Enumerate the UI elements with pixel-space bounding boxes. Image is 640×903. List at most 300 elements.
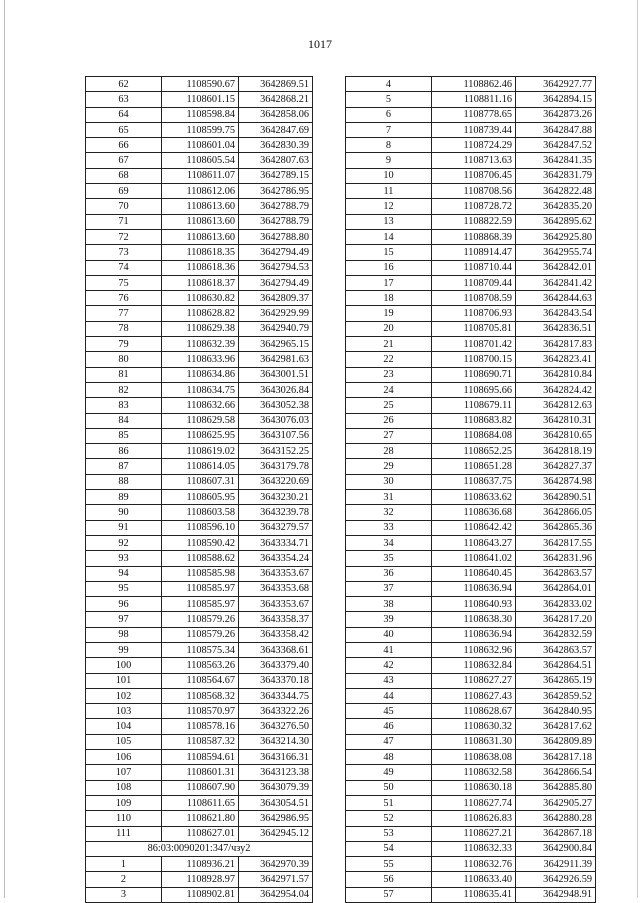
y-coordinate-cell: 3642867.18 bbox=[516, 826, 596, 841]
table-row bbox=[86, 719, 313, 734]
x-coordinate-cell: 1108636.94 bbox=[432, 581, 516, 596]
table-row bbox=[86, 795, 313, 810]
x-coordinate-cell: 1108618.36 bbox=[162, 260, 239, 275]
point-number-cell: 92 bbox=[86, 535, 162, 550]
x-coordinate-cell: 1108632.76 bbox=[432, 857, 516, 872]
x-coordinate-cell: 1108630.32 bbox=[432, 719, 516, 734]
y-coordinate-cell: 3642823.41 bbox=[516, 352, 596, 367]
table-row bbox=[86, 306, 313, 321]
table-row bbox=[346, 826, 596, 841]
point-number-cell: 56 bbox=[346, 872, 432, 887]
table-row bbox=[86, 658, 313, 673]
table-row bbox=[346, 520, 596, 535]
point-number-cell: 108 bbox=[86, 780, 162, 795]
x-coordinate-cell: 1108862.46 bbox=[432, 77, 516, 92]
y-coordinate-cell: 3642885.80 bbox=[516, 780, 596, 795]
table-row bbox=[86, 122, 313, 137]
y-coordinate-cell: 3642786.95 bbox=[239, 184, 313, 199]
point-number-cell: 13 bbox=[346, 214, 432, 229]
table-row bbox=[86, 520, 313, 535]
point-number-cell: 2 bbox=[86, 872, 162, 887]
point-number-cell: 6 bbox=[346, 107, 432, 122]
point-number-cell: 98 bbox=[86, 627, 162, 642]
x-coordinate-cell: 1108632.58 bbox=[432, 765, 516, 780]
x-coordinate-cell: 1108684.08 bbox=[432, 428, 516, 443]
point-number-cell: 16 bbox=[346, 260, 432, 275]
point-number-cell: 73 bbox=[86, 245, 162, 260]
y-coordinate-cell: 3642794.53 bbox=[239, 260, 313, 275]
table-row bbox=[346, 199, 596, 214]
x-coordinate-cell: 1108631.30 bbox=[432, 734, 516, 749]
y-coordinate-cell: 3642925.80 bbox=[516, 229, 596, 244]
table-row bbox=[86, 352, 313, 367]
y-coordinate-cell: 3642788.80 bbox=[239, 229, 313, 244]
y-coordinate-cell: 3642955.74 bbox=[516, 245, 596, 260]
point-number-cell: 51 bbox=[346, 795, 432, 810]
x-coordinate-cell: 1108633.62 bbox=[432, 490, 516, 505]
point-number-cell: 34 bbox=[346, 535, 432, 550]
y-coordinate-cell: 3643214.30 bbox=[239, 734, 313, 749]
x-coordinate-cell: 1108621.80 bbox=[162, 811, 239, 826]
x-coordinate-cell: 1108599.75 bbox=[162, 122, 239, 137]
table-row bbox=[86, 750, 313, 765]
table-row bbox=[86, 382, 313, 397]
table-row bbox=[346, 704, 596, 719]
table-row bbox=[346, 337, 596, 352]
table-row bbox=[346, 153, 596, 168]
table-row bbox=[346, 795, 596, 810]
x-coordinate-cell: 1108627.01 bbox=[162, 826, 239, 841]
table-row bbox=[86, 535, 313, 550]
y-coordinate-cell: 3642812.63 bbox=[516, 398, 596, 413]
table-row bbox=[346, 138, 596, 153]
y-coordinate-cell: 3642832.59 bbox=[516, 627, 596, 642]
table-row bbox=[86, 765, 313, 780]
point-number-cell: 36 bbox=[346, 566, 432, 581]
point-number-cell: 102 bbox=[86, 688, 162, 703]
point-number-cell: 64 bbox=[86, 107, 162, 122]
y-coordinate-cell: 3642880.28 bbox=[516, 811, 596, 826]
table-row bbox=[346, 627, 596, 642]
x-coordinate-cell: 1108633.96 bbox=[162, 352, 239, 367]
y-coordinate-cell: 3642905.27 bbox=[516, 795, 596, 810]
y-coordinate-cell: 3643334.71 bbox=[239, 535, 313, 550]
y-coordinate-cell: 3642895.62 bbox=[516, 214, 596, 229]
point-number-cell: 94 bbox=[86, 566, 162, 581]
point-number-cell: 17 bbox=[346, 275, 432, 290]
y-coordinate-cell: 3642868.21 bbox=[239, 92, 313, 107]
point-number-cell: 3 bbox=[86, 887, 162, 902]
table-row bbox=[346, 367, 596, 382]
table-row bbox=[346, 841, 596, 856]
x-coordinate-cell: 1108628.67 bbox=[432, 704, 516, 719]
table-row bbox=[346, 107, 596, 122]
table-row bbox=[346, 352, 596, 367]
point-number-cell: 14 bbox=[346, 229, 432, 244]
y-coordinate-cell: 3642865.19 bbox=[516, 673, 596, 688]
point-number-cell: 10 bbox=[346, 168, 432, 183]
point-number-cell: 1 bbox=[86, 857, 162, 872]
table-row bbox=[86, 551, 313, 566]
x-coordinate-cell: 1108625.95 bbox=[162, 428, 239, 443]
point-number-cell: 87 bbox=[86, 459, 162, 474]
point-number-cell: 46 bbox=[346, 719, 432, 734]
table-row bbox=[346, 77, 596, 92]
table-row bbox=[346, 887, 596, 902]
table-row bbox=[346, 444, 596, 459]
y-coordinate-cell: 3643054.51 bbox=[239, 795, 313, 810]
point-number-cell: 43 bbox=[346, 673, 432, 688]
point-number-cell: 99 bbox=[86, 642, 162, 657]
point-number-cell: 38 bbox=[346, 597, 432, 612]
x-coordinate-cell: 1108590.42 bbox=[162, 535, 239, 550]
table-row bbox=[86, 321, 313, 336]
y-coordinate-cell: 3643001.51 bbox=[239, 367, 313, 382]
table-row bbox=[86, 673, 313, 688]
y-coordinate-cell: 3642971.57 bbox=[239, 872, 313, 887]
point-number-cell: 4 bbox=[346, 77, 432, 92]
table-row bbox=[346, 872, 596, 887]
y-coordinate-cell: 3642865.36 bbox=[516, 520, 596, 535]
x-coordinate-cell: 1108706.93 bbox=[432, 306, 516, 321]
point-number-cell: 70 bbox=[86, 199, 162, 214]
point-number-cell: 7 bbox=[346, 122, 432, 137]
table-row bbox=[346, 673, 596, 688]
y-coordinate-cell: 3642859.52 bbox=[516, 688, 596, 703]
point-number-cell: 29 bbox=[346, 459, 432, 474]
y-coordinate-cell: 3642831.96 bbox=[516, 551, 596, 566]
y-coordinate-cell: 3643230.21 bbox=[239, 490, 313, 505]
x-coordinate-cell: 1108568.32 bbox=[162, 688, 239, 703]
table-row bbox=[346, 306, 596, 321]
x-coordinate-cell: 1108634.75 bbox=[162, 382, 239, 397]
x-coordinate-cell: 1108579.26 bbox=[162, 627, 239, 642]
y-coordinate-cell: 3643358.42 bbox=[239, 627, 313, 642]
table-row bbox=[346, 260, 596, 275]
y-coordinate-cell: 3642841.35 bbox=[516, 153, 596, 168]
x-coordinate-cell: 1108914.47 bbox=[432, 245, 516, 260]
section-label: 86:03:0090201:347/чзу2 bbox=[86, 841, 313, 856]
y-coordinate-cell: 3642844.63 bbox=[516, 291, 596, 306]
table-row bbox=[86, 153, 313, 168]
y-coordinate-cell: 3642866.05 bbox=[516, 505, 596, 520]
y-coordinate-cell: 3642843.54 bbox=[516, 306, 596, 321]
x-coordinate-cell: 1108739.44 bbox=[432, 122, 516, 137]
table-row bbox=[86, 811, 313, 826]
x-coordinate-cell: 1108585.97 bbox=[162, 581, 239, 596]
table-row bbox=[86, 398, 313, 413]
y-coordinate-cell: 3643107.56 bbox=[239, 428, 313, 443]
point-number-cell: 62 bbox=[86, 77, 162, 92]
point-number-cell: 109 bbox=[86, 795, 162, 810]
y-coordinate-cell: 3642869.51 bbox=[239, 77, 313, 92]
x-coordinate-cell: 1108590.67 bbox=[162, 77, 239, 92]
y-coordinate-cell: 3642863.57 bbox=[516, 566, 596, 581]
table-row bbox=[346, 92, 596, 107]
table-row bbox=[346, 229, 596, 244]
x-coordinate-cell: 1108822.59 bbox=[432, 214, 516, 229]
x-coordinate-cell: 1108578.16 bbox=[162, 719, 239, 734]
table-row bbox=[86, 581, 313, 596]
y-coordinate-cell: 3642970.39 bbox=[239, 857, 313, 872]
x-coordinate-cell: 1108641.02 bbox=[432, 551, 516, 566]
y-coordinate-cell: 3643322.26 bbox=[239, 704, 313, 719]
x-coordinate-cell: 1108679.11 bbox=[432, 398, 516, 413]
table-row bbox=[346, 474, 596, 489]
point-number-cell: 5 bbox=[346, 92, 432, 107]
y-coordinate-cell: 3642841.42 bbox=[516, 275, 596, 290]
table-row bbox=[86, 780, 313, 795]
table-row bbox=[86, 490, 313, 505]
x-coordinate-cell: 1108585.97 bbox=[162, 597, 239, 612]
table-row bbox=[346, 459, 596, 474]
point-number-cell: 110 bbox=[86, 811, 162, 826]
point-number-cell: 90 bbox=[86, 505, 162, 520]
y-coordinate-cell: 3643179.78 bbox=[239, 459, 313, 474]
coordinates-table-left bbox=[85, 76, 313, 903]
y-coordinate-cell: 3642864.01 bbox=[516, 581, 596, 596]
x-coordinate-cell: 1108632.33 bbox=[432, 841, 516, 856]
table-row bbox=[346, 719, 596, 734]
table-row bbox=[86, 428, 313, 443]
y-coordinate-cell: 3642831.79 bbox=[516, 168, 596, 183]
y-coordinate-cell: 3642926.59 bbox=[516, 872, 596, 887]
y-coordinate-cell: 3642965.15 bbox=[239, 337, 313, 352]
y-coordinate-cell: 3642824.42 bbox=[516, 382, 596, 397]
point-number-cell: 69 bbox=[86, 184, 162, 199]
table-row bbox=[346, 658, 596, 673]
table-row bbox=[86, 597, 313, 612]
point-number-cell: 42 bbox=[346, 658, 432, 673]
table-row bbox=[86, 77, 313, 92]
x-coordinate-cell: 1108627.21 bbox=[432, 826, 516, 841]
x-coordinate-cell: 1108575.34 bbox=[162, 642, 239, 657]
y-coordinate-cell: 3642847.52 bbox=[516, 138, 596, 153]
x-coordinate-cell: 1108564.67 bbox=[162, 673, 239, 688]
y-coordinate-cell: 3642827.37 bbox=[516, 459, 596, 474]
x-coordinate-cell: 1108636.94 bbox=[432, 627, 516, 642]
y-coordinate-cell: 3642807.63 bbox=[239, 153, 313, 168]
y-coordinate-cell: 3643026.84 bbox=[239, 382, 313, 397]
x-coordinate-cell: 1108603.58 bbox=[162, 505, 239, 520]
point-number-cell: 15 bbox=[346, 245, 432, 260]
point-number-cell: 68 bbox=[86, 168, 162, 183]
point-number-cell: 81 bbox=[86, 367, 162, 382]
x-coordinate-cell: 1108936.21 bbox=[162, 857, 239, 872]
y-coordinate-cell: 3642927.77 bbox=[516, 77, 596, 92]
x-coordinate-cell: 1108778.65 bbox=[432, 107, 516, 122]
y-coordinate-cell: 3643353.67 bbox=[239, 597, 313, 612]
x-coordinate-cell: 1108594.61 bbox=[162, 750, 239, 765]
scan-edge-left bbox=[4, 0, 5, 898]
x-coordinate-cell: 1108605.95 bbox=[162, 490, 239, 505]
y-coordinate-cell: 3643370.18 bbox=[239, 673, 313, 688]
y-coordinate-cell: 3642911.39 bbox=[516, 857, 596, 872]
table-row bbox=[86, 337, 313, 352]
point-number-cell: 79 bbox=[86, 337, 162, 352]
y-coordinate-cell: 3642847.88 bbox=[516, 122, 596, 137]
y-coordinate-cell: 3642788.79 bbox=[239, 199, 313, 214]
point-number-cell: 78 bbox=[86, 321, 162, 336]
y-coordinate-cell: 3643123.38 bbox=[239, 765, 313, 780]
point-number-cell: 19 bbox=[346, 306, 432, 321]
x-coordinate-cell: 1108705.81 bbox=[432, 321, 516, 336]
x-coordinate-cell: 1108636.68 bbox=[432, 505, 516, 520]
table-row bbox=[346, 857, 596, 872]
x-coordinate-cell: 1108638.08 bbox=[432, 750, 516, 765]
x-coordinate-cell: 1108630.82 bbox=[162, 291, 239, 306]
table-row bbox=[346, 811, 596, 826]
table-row bbox=[346, 214, 596, 229]
y-coordinate-cell: 3643353.67 bbox=[239, 566, 313, 581]
x-coordinate-cell: 1108710.44 bbox=[432, 260, 516, 275]
y-coordinate-cell: 3643052.38 bbox=[239, 398, 313, 413]
x-coordinate-cell: 1108708.59 bbox=[432, 291, 516, 306]
point-number-cell: 35 bbox=[346, 551, 432, 566]
point-number-cell: 39 bbox=[346, 612, 432, 627]
x-coordinate-cell: 1108651.28 bbox=[432, 459, 516, 474]
point-number-cell: 49 bbox=[346, 765, 432, 780]
table-row bbox=[86, 505, 313, 520]
y-coordinate-cell: 3642817.83 bbox=[516, 337, 596, 352]
point-number-cell: 72 bbox=[86, 229, 162, 244]
table-row bbox=[346, 750, 596, 765]
y-coordinate-cell: 3642836.51 bbox=[516, 321, 596, 336]
table-row bbox=[346, 688, 596, 703]
table-row bbox=[86, 245, 313, 260]
x-coordinate-cell: 1108601.31 bbox=[162, 765, 239, 780]
table-row bbox=[346, 245, 596, 260]
x-coordinate-cell: 1108652.25 bbox=[432, 444, 516, 459]
point-number-cell: 86 bbox=[86, 444, 162, 459]
table-row bbox=[86, 444, 313, 459]
x-coordinate-cell: 1108627.43 bbox=[432, 688, 516, 703]
x-coordinate-cell: 1108618.35 bbox=[162, 245, 239, 260]
x-coordinate-cell: 1108632.66 bbox=[162, 398, 239, 413]
x-coordinate-cell: 1108640.93 bbox=[432, 597, 516, 612]
point-number-cell: 67 bbox=[86, 153, 162, 168]
table-row bbox=[86, 413, 313, 428]
point-number-cell: 22 bbox=[346, 352, 432, 367]
point-number-cell: 20 bbox=[346, 321, 432, 336]
point-number-cell: 52 bbox=[346, 811, 432, 826]
y-coordinate-cell: 3642818.19 bbox=[516, 444, 596, 459]
x-coordinate-cell: 1108629.58 bbox=[162, 413, 239, 428]
y-coordinate-cell: 3643279.57 bbox=[239, 520, 313, 535]
x-coordinate-cell: 1108619.02 bbox=[162, 444, 239, 459]
table-row bbox=[86, 642, 313, 657]
x-coordinate-cell: 1108626.83 bbox=[432, 811, 516, 826]
y-coordinate-cell: 3642789.15 bbox=[239, 168, 313, 183]
x-coordinate-cell: 1108605.54 bbox=[162, 153, 239, 168]
table-row bbox=[86, 260, 313, 275]
x-coordinate-cell: 1108607.90 bbox=[162, 780, 239, 795]
y-coordinate-cell: 3643239.78 bbox=[239, 505, 313, 520]
table-row bbox=[86, 168, 313, 183]
x-coordinate-cell: 1108638.30 bbox=[432, 612, 516, 627]
table-row bbox=[86, 107, 313, 122]
table-row bbox=[86, 92, 313, 107]
x-coordinate-cell: 1108868.39 bbox=[432, 229, 516, 244]
x-coordinate-cell: 1108601.04 bbox=[162, 138, 239, 153]
x-coordinate-cell: 1108585.98 bbox=[162, 566, 239, 581]
y-coordinate-cell: 3642788.79 bbox=[239, 214, 313, 229]
x-coordinate-cell: 1108611.65 bbox=[162, 795, 239, 810]
x-coordinate-cell: 1108632.84 bbox=[432, 658, 516, 673]
y-coordinate-cell: 3642822.48 bbox=[516, 184, 596, 199]
y-coordinate-cell: 3642847.69 bbox=[239, 122, 313, 137]
point-number-cell: 77 bbox=[86, 306, 162, 321]
table-row bbox=[86, 474, 313, 489]
x-coordinate-cell: 1108728.72 bbox=[432, 199, 516, 214]
y-coordinate-cell: 3643276.50 bbox=[239, 719, 313, 734]
table-row bbox=[86, 872, 313, 887]
table-row bbox=[86, 857, 313, 872]
y-coordinate-cell: 3642794.49 bbox=[239, 245, 313, 260]
point-number-cell: 83 bbox=[86, 398, 162, 413]
y-coordinate-cell: 3642900.84 bbox=[516, 841, 596, 856]
point-number-cell: 93 bbox=[86, 551, 162, 566]
point-number-cell: 40 bbox=[346, 627, 432, 642]
y-coordinate-cell: 3642948.91 bbox=[516, 887, 596, 902]
point-number-cell: 41 bbox=[346, 642, 432, 657]
y-coordinate-cell: 3642863.57 bbox=[516, 642, 596, 657]
table-row bbox=[346, 505, 596, 520]
table-row bbox=[86, 138, 313, 153]
y-coordinate-cell: 3642810.84 bbox=[516, 367, 596, 382]
y-coordinate-cell: 3642809.89 bbox=[516, 734, 596, 749]
table-row bbox=[86, 199, 313, 214]
y-coordinate-cell: 3642794.49 bbox=[239, 275, 313, 290]
point-number-cell: 48 bbox=[346, 750, 432, 765]
y-coordinate-cell: 3642858.06 bbox=[239, 107, 313, 122]
point-number-cell: 80 bbox=[86, 352, 162, 367]
point-number-cell: 104 bbox=[86, 719, 162, 734]
y-coordinate-cell: 3643166.31 bbox=[239, 750, 313, 765]
point-number-cell: 65 bbox=[86, 122, 162, 137]
point-number-cell: 18 bbox=[346, 291, 432, 306]
x-coordinate-cell: 1108598.84 bbox=[162, 107, 239, 122]
x-coordinate-cell: 1108640.45 bbox=[432, 566, 516, 581]
y-coordinate-cell: 3642817.18 bbox=[516, 750, 596, 765]
point-number-cell: 95 bbox=[86, 581, 162, 596]
x-coordinate-cell: 1108635.41 bbox=[432, 887, 516, 902]
y-coordinate-cell: 3643358.37 bbox=[239, 612, 313, 627]
table-row bbox=[346, 642, 596, 657]
table-row bbox=[346, 597, 596, 612]
point-number-cell: 33 bbox=[346, 520, 432, 535]
y-coordinate-cell: 3642830.39 bbox=[239, 138, 313, 153]
x-coordinate-cell: 1108634.86 bbox=[162, 367, 239, 382]
table-row bbox=[346, 413, 596, 428]
y-coordinate-cell: 3642929.99 bbox=[239, 306, 313, 321]
point-number-cell: 47 bbox=[346, 734, 432, 749]
x-coordinate-cell: 1108613.60 bbox=[162, 199, 239, 214]
point-number-cell: 54 bbox=[346, 841, 432, 856]
x-coordinate-cell: 1108701.42 bbox=[432, 337, 516, 352]
x-coordinate-cell: 1108632.39 bbox=[162, 337, 239, 352]
x-coordinate-cell: 1108632.96 bbox=[432, 642, 516, 657]
point-number-cell: 9 bbox=[346, 153, 432, 168]
x-coordinate-cell: 1108708.56 bbox=[432, 184, 516, 199]
page-number: 1017 bbox=[308, 37, 332, 51]
x-coordinate-cell: 1108563.26 bbox=[162, 658, 239, 673]
table-row bbox=[86, 688, 313, 703]
point-number-cell: 32 bbox=[346, 505, 432, 520]
point-number-cell: 31 bbox=[346, 490, 432, 505]
point-number-cell: 28 bbox=[346, 444, 432, 459]
y-coordinate-cell: 3642945.12 bbox=[239, 826, 313, 841]
